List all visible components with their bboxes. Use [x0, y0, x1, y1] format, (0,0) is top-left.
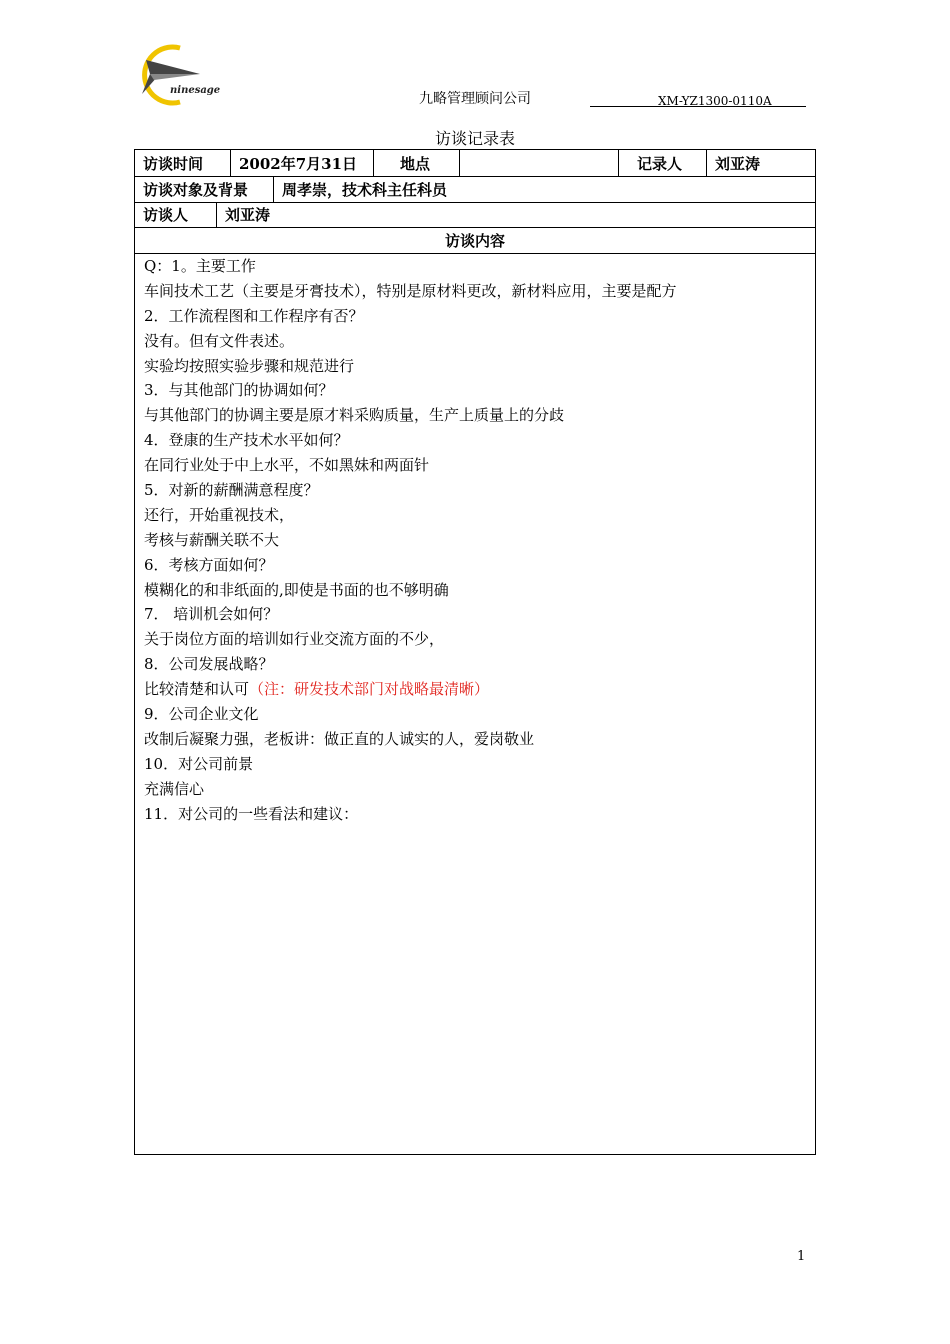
form-row-time: [135, 150, 815, 177]
location-value: [460, 150, 619, 176]
content-line: 改制后凝聚力强，老板讲：做正直的人诚实的人，爱岗敬业: [144, 729, 535, 748]
header-rule: [590, 106, 806, 107]
content-line: 9．公司企业文化: [144, 705, 259, 724]
content-line: 3．与其他部门的协调如何？: [144, 381, 334, 400]
strategy-answer: 比较清楚和认可: [144, 680, 250, 699]
content-line: 考核与薪酬关联不大: [144, 530, 280, 549]
interview-content: [144, 254, 804, 826]
logo-text: ninesage: [170, 85, 221, 96]
company-name: 九略管理顾问公司: [419, 91, 531, 107]
interviewer-value: 刘亚涛: [225, 206, 271, 224]
content-line: Q：1。主要工作: [144, 257, 256, 275]
interviewer-label: 访谈人: [135, 202, 217, 227]
form-row-subject: [135, 176, 815, 203]
interview-record-form: [134, 149, 816, 1155]
content-line: 没有。但有文件表述。: [144, 331, 295, 350]
content-line: 4．登康的生产技术水平如何？: [144, 431, 349, 450]
content-line: 8．公司发展战略？: [144, 655, 274, 674]
section-title: 访谈内容: [444, 231, 505, 250]
content-line: 在同行业处于中上水平，不如黑妹和两面针: [144, 456, 430, 475]
content-line: 关于岗位方面的培训如行业交流方面的不少，: [144, 630, 445, 649]
strategy-note: （注：研发技术部门对战略最清晰）: [249, 680, 490, 699]
content-line: 充满信心: [144, 779, 205, 798]
location-label: 地点: [374, 150, 460, 176]
content-line: 实验均按照实验步骤和规范进行: [144, 356, 355, 375]
recorder-label: 记录人: [619, 150, 707, 176]
company-logo: [128, 40, 228, 110]
time-label: 访谈时间: [135, 150, 231, 176]
form-row-interviewer: [135, 202, 815, 228]
content-line: 车间技术工艺（主要是牙膏技术），特别是原材料更改，新材料应用，主要是配方: [144, 281, 677, 300]
content-line: 7． 培训机会如何？: [144, 605, 279, 624]
content-line: 5．对新的薪酬满意程度？: [144, 481, 319, 500]
content-line-strategy: [144, 677, 804, 702]
page-number: 1: [797, 1249, 806, 1264]
subject-value: 周孝崇，技术科主任科员: [282, 180, 448, 199]
form-row-section: [135, 227, 815, 254]
document-code: XM-YZ1300-0110A: [658, 94, 772, 108]
content-line: 10．对公司前景: [144, 754, 254, 773]
recorder-value: 刘亚涛: [715, 154, 761, 173]
subject-label: 访谈对象及背景: [135, 176, 274, 202]
content-line: 6．考核方面如何？: [144, 555, 274, 574]
content-line: 还行，开始重视技术，: [144, 505, 295, 524]
time-value: 2002年7月31日: [231, 150, 374, 176]
content-line: 模糊化的和非纸面的,即使是书面的也不够明确: [144, 580, 449, 599]
content-line: 11．对公司的一些看法和建议：: [144, 804, 359, 823]
form-title: 访谈记录表: [434, 129, 515, 148]
content-line: 与其他部门的协调主要是原才料采购质量，生产上质量上的分歧: [144, 406, 565, 425]
content-line: 2．工作流程图和工作程序有否？: [144, 306, 364, 325]
